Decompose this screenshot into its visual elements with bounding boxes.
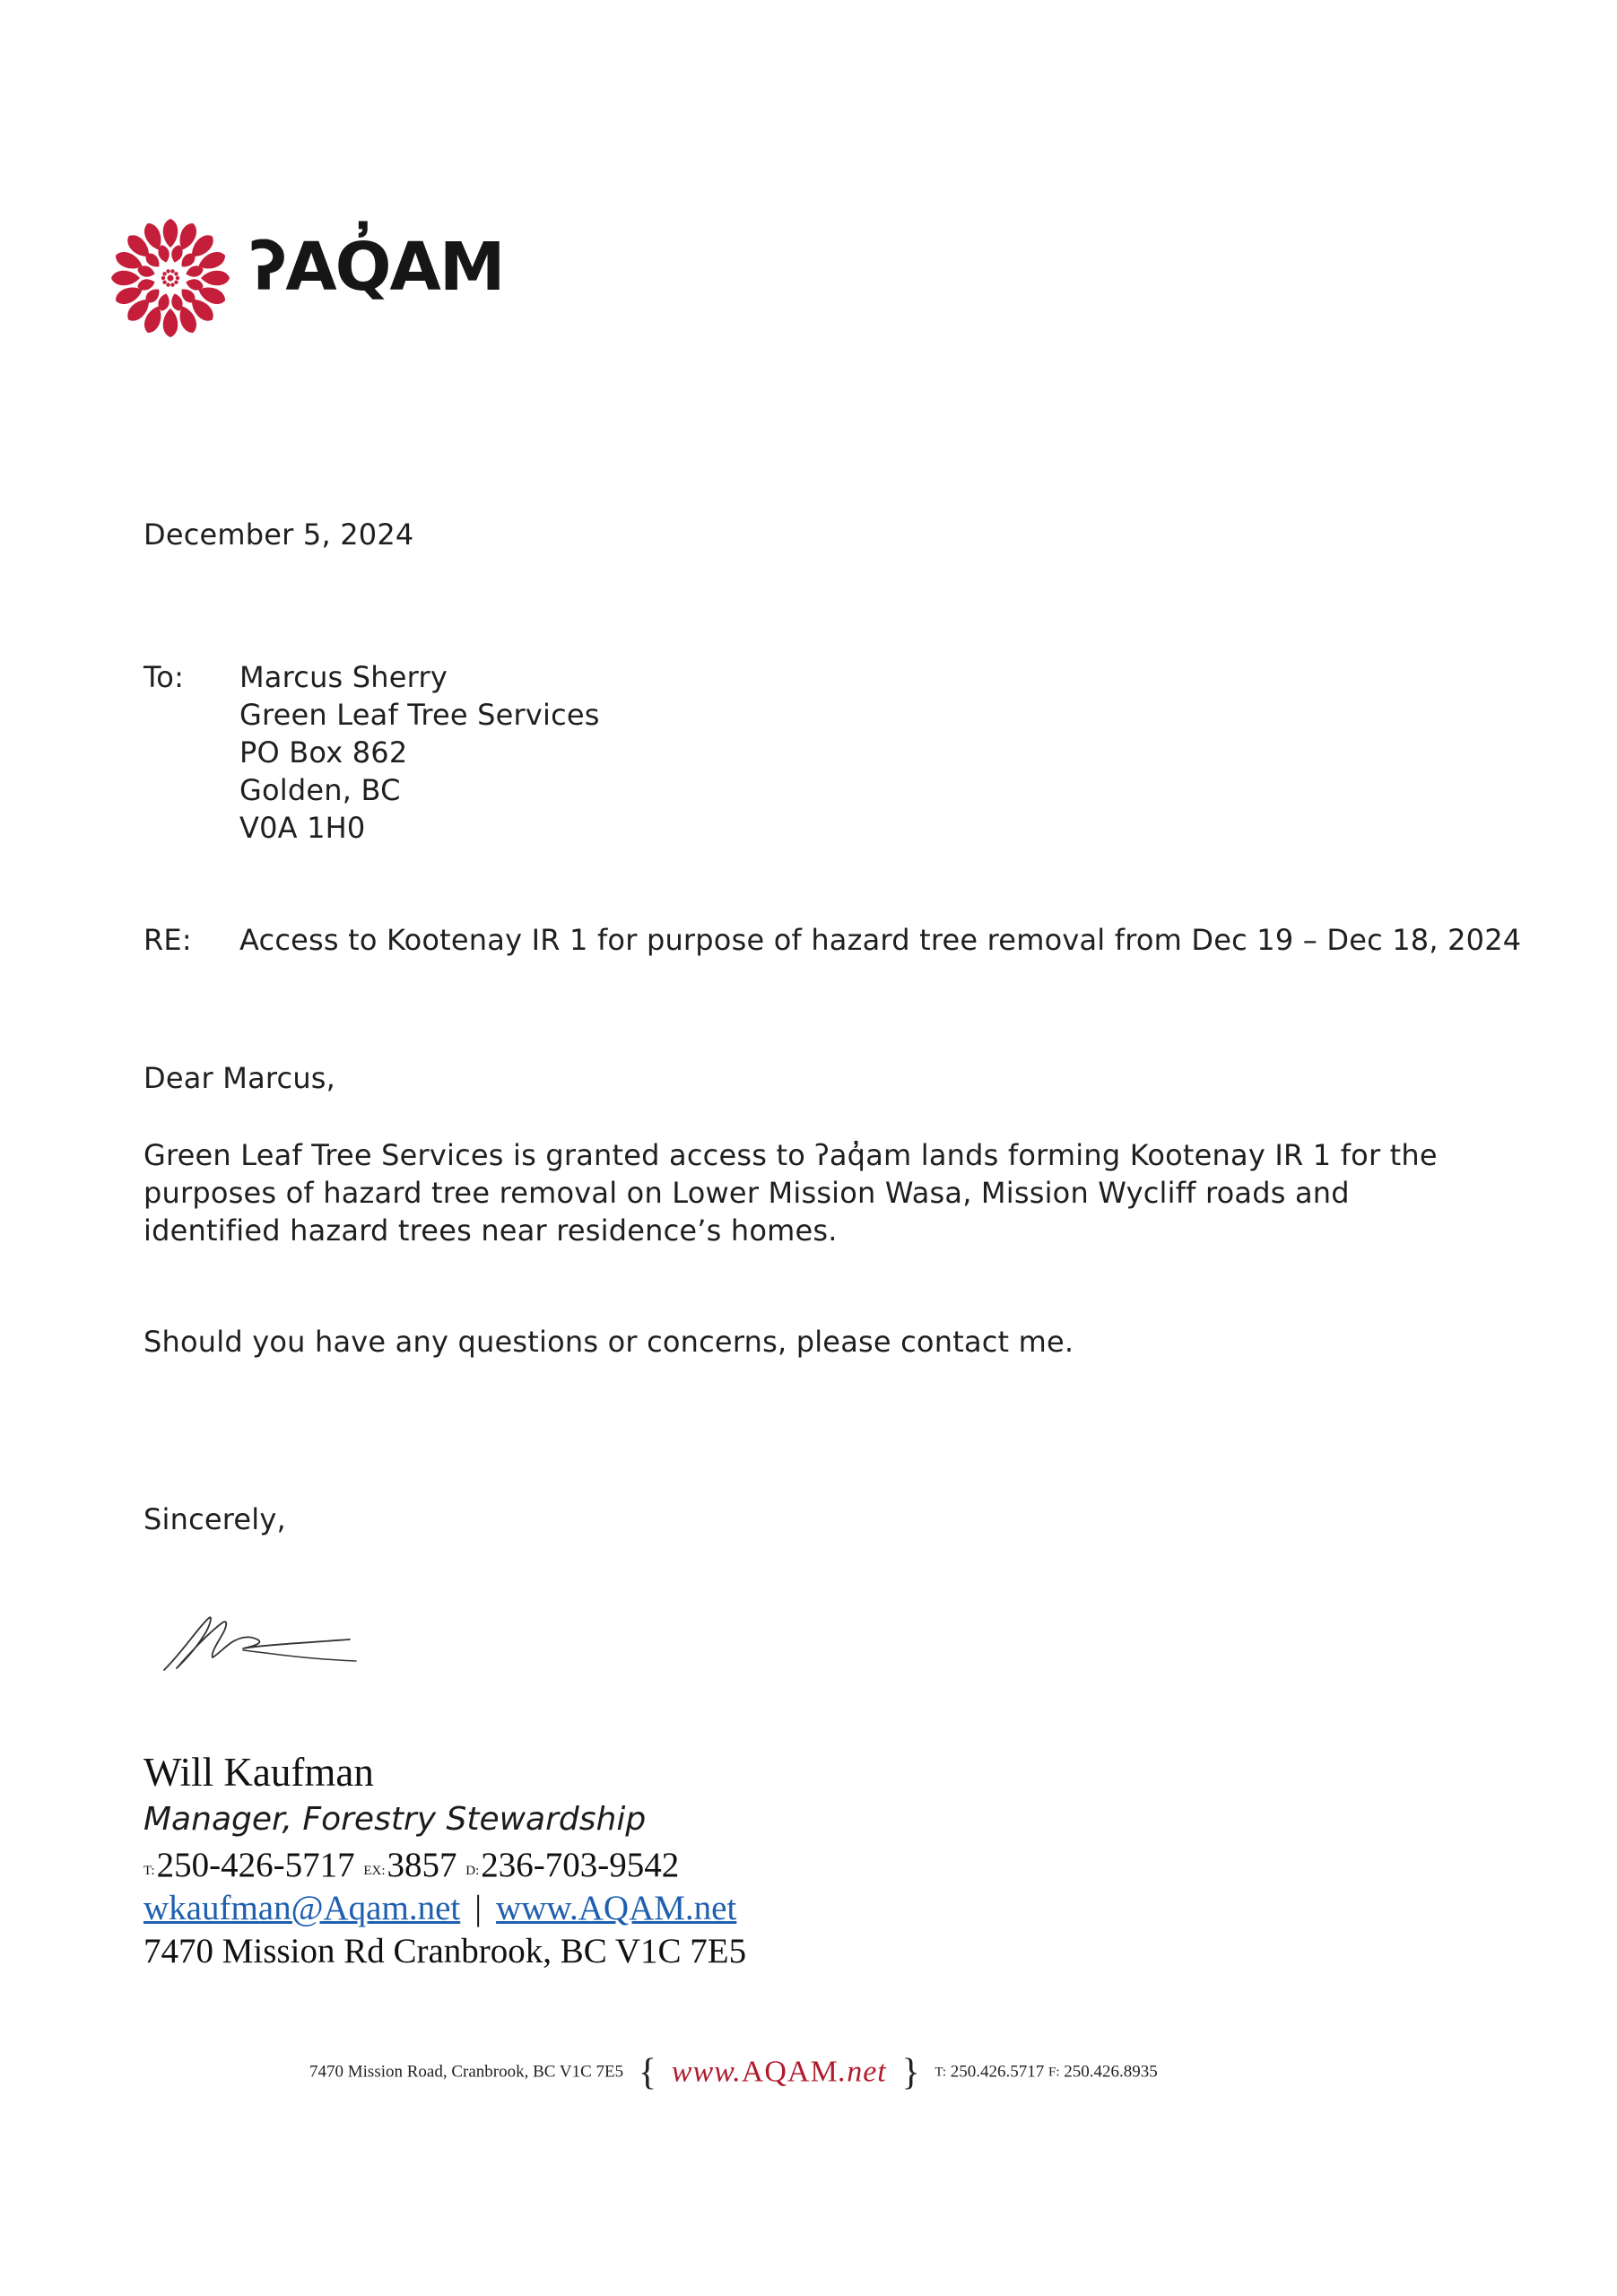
recipient-name: Marcus Sherry — [239, 660, 448, 694]
footer-website-suffix: .net — [838, 2055, 887, 2089]
recipient-po-box: PO Box 862 — [239, 735, 408, 770]
link-separator: | — [474, 1889, 482, 1927]
email-link[interactable]: wkaufman@Aqam.net — [143, 1889, 461, 1927]
footer-fax-label: F: — [1048, 2065, 1060, 2080]
footer-phone-label: T: — [935, 2065, 947, 2080]
signer-address: 7470 Mission Rd Cranbrook, BC V1C 7E5 — [143, 1932, 747, 1970]
signer-links — [143, 1887, 736, 1930]
footer-website-brand: AQAM — [741, 2055, 839, 2089]
subject-line: Access to Kootenay IR 1 for purpose of hazard tree removal from Dec 19 – Dec 18, 2024 — [239, 923, 1522, 957]
footer-brace-open: { — [638, 2051, 657, 2093]
to-label: To: — [143, 660, 185, 694]
recipient-postal-code: V0A 1H0 — [239, 811, 366, 845]
signer-name: Will Kaufman — [143, 1750, 374, 1795]
body-paragraph: Should you have any questions or concerns, please contact me. — [143, 1325, 1074, 1359]
recipient-company: Green Leaf Tree Services — [239, 698, 600, 732]
footer-address: 7470 Mission Road, Cranbrook, BC V1C 7E5 — [309, 2062, 624, 2082]
signer-title: Manager, Forestry Stewardship — [143, 1801, 647, 1838]
letter-date: December 5, 2024 — [143, 517, 414, 552]
direct-number: 236-703-9542 — [481, 1846, 680, 1884]
extension-number: 3857 — [387, 1846, 457, 1884]
footer-phone: 250.426.5717 — [950, 2062, 1045, 2082]
signer-phone-numbers — [143, 1844, 679, 1887]
closing: Sincerely, — [143, 1502, 286, 1536]
website-link[interactable]: www.AQAM.net — [496, 1889, 737, 1927]
recipient-address — [239, 658, 600, 847]
footer-fax: 250.426.8935 — [1064, 2062, 1158, 2082]
letterhead-footer — [309, 2051, 1158, 2093]
handwritten-signature — [157, 1605, 372, 1677]
direct-label: D: — [465, 1864, 480, 1878]
footer-website-prefix: www. — [671, 2055, 742, 2089]
phone-number: 250-426-5717 — [156, 1846, 355, 1884]
body-paragraph: Green Leaf Tree Services is granted access to ʔaq̓am lands forming Kootenay IR 1 for the purposes of hazard tree removal on Lower Mission Wasa, Mission Wycliff roads and identified hazard trees near residence’s homes. — [143, 1138, 1438, 1248]
footer-website — [672, 2056, 887, 2089]
footer-brace-close: } — [901, 2051, 920, 2093]
phone-label: T: — [143, 1864, 155, 1878]
salutation: Dear Marcus, — [143, 1061, 336, 1095]
re-label: RE: — [143, 923, 192, 957]
organization-wordmark: ʔAQ̓AM — [249, 229, 504, 306]
extension-label: EX: — [363, 1864, 386, 1878]
recipient-city: Golden, BC — [239, 773, 401, 807]
flower-logo-icon — [108, 215, 233, 341]
